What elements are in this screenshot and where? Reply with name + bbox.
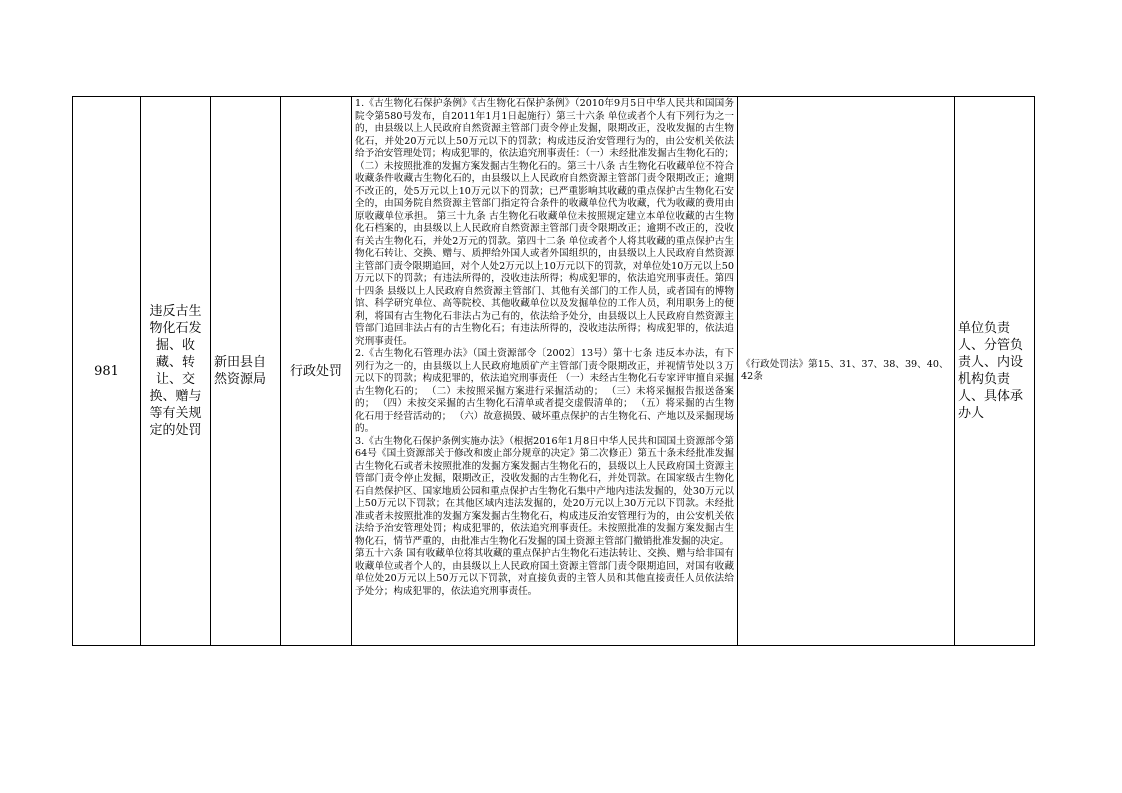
procedure-law: 《行政处罚法》第15、31、37、38、39、40、42条 xyxy=(741,358,949,382)
legal-basis-paragraph: 1.《古生物化石保护条例》《古生物化石保护条例》（2010年9月5日中华人民共和国国务院令第580号发布，自2011年1月1日起施行）第三十六条 单位或者个人有下列行为之一的，由县级以上人民政府自然资源主管部门责令停止发掘，限期改正，没收发掘的古生物化石，并处20万元以上50万元以下的罚款；构成违反治安管理行为的，由公安机关依法给予治安管理处罚；构成犯罪的，依法追究刑事责任：（一）未经批准发掘古生物化石的；（二）未按照批准的发掘方案发掘古生物化石的。第三十八条 古生物化石收藏单位不符合收藏条件收藏古生物化石的，由县级以上人民政府自然资源主管部门责令限期改正；逾期不改正的，处5万元以上10万元以下的罚款；已严重影响其收藏的重点保护古生物化石安全的，由国务院自然资源主管部门指定符合条件的收藏单位代为收藏，代为收藏的费用由原收藏单位承担。 第三十九条 古生物化石收藏单位未按照规定建立本单位收藏的古生物化石档案的，由县级以上人民政府自然资源主管部门责令限期改正；逾期不改正的，没收有关古生物化石，并处2万元的罚款。第四十二条 单位或者个人将其收藏的重点保护古生物化石转让、交换、赠与、质押给外国人或者外国组织的，由县级以上人民政府自然资源主管部门责令限期追回，对个人处2万元以上10万元以下的罚款，对单位处10万元以上50万元以下的罚款；有违法所得的，没收违法所得；构成犯罪的，依法追究刑事责任。第四十四条 县级以上人民政府自然资源主管部门、其他有关部门的工作人员，或者国有的博物馆、科学研究单位、高等院校、其他收藏单位以及发掘单位的工作人员，利用职务上的便利，将国有古生物化石非法占为己有的，依法给予处分，由县级以上人民政府自然资源主管部门追回非法占有的古生物化石；有违法所得的，没收违法所得；构成犯罪的，依法追究刑事责任。 xyxy=(355,98,734,347)
legal-basis-paragraph: 第五十六条 国有收藏单位将其收藏的重点保护古生物化石违法转让、交换、赠与给非国有收藏单位或者个人的，由县级以上人民政府国土资源主管部门责令限期追回，对国有收藏单位处20万元以上50万元以下罚款，对直接负责的主管人员和其他直接责任人员依法给予处分；构成犯罪的，依法追究刑事责任。 xyxy=(355,548,734,597)
procedure-law-cell xyxy=(738,97,955,646)
punishment-type: 行政处罚 xyxy=(281,97,352,646)
legal-basis-paragraph: 2.《古生物化石管理办法》（国土资源部令〔2002〕13号）第十七条 违反本办法，有下列行为之一的，由县级以上人民政府地质矿产主管部门责令限期改正，并视情节处以３万元以下的罚款；构成犯罪的，依法追究刑事责任 （一）未经古生物化石专家评审擅自采掘古生物化石的； （二）未按照采掘方案进行采掘活动的； （三）未将采掘报告报送备案的； （四）未按交采掘的古生物化石清单或者提交虚假清单的； （五）将采掘的古生物化石用于经营活动的； （六）故意损毁、破坏重点保护的古生物化石、产地以及采掘现场的。 xyxy=(355,348,734,434)
row-number: 981 xyxy=(73,97,141,646)
punishment-table xyxy=(72,96,1035,646)
responsible-persons: 单位负责人、分管负责人、内设机构负责人、具体承办人 xyxy=(955,97,1035,646)
legal-basis-paragraph: 3.《古生物化石保护条例实施办法》（根据2016年1月8日中华人民共和国国土资源部令第64号《国土资源部关于修改和废止部分规章的决定》第二次修正）第五十条未经批准发掘古生物化石或者未按照批准的发掘方案发掘古生物化石的，县级以上人民政府国土资源主管部门责令停止发掘，限期改正，没收发掘的古生物化石，并处罚款。在国家级古生物化石自然保护区、国家地质公园和重点保护古生物化石集中产地内违法发掘的，处30万元以上50万元以下罚款；在其他区域内违法发掘的，处20万元以上30万元以下罚款。未经批准或者未按照批准的发掘方案发掘古生物化石，构成违反治安管理行为的，由公安机关依法给予治安管理处罚；构成犯罪的，依法追究刑事责任。未按照批准的发掘方案发掘古生物化石，情节严重的，由批准古生物化石发掘的国土资源主管部门撤销批准发掘的决定。 xyxy=(355,435,734,547)
legal-basis-text xyxy=(352,97,737,645)
legal-basis-cell xyxy=(352,97,738,646)
department: 新田县自然资源局 xyxy=(211,97,281,646)
item-name: 违反古生物化石发掘、收藏、转让、交换、赠与等有关规定的处罚 xyxy=(141,97,211,646)
table-row xyxy=(73,97,1035,646)
